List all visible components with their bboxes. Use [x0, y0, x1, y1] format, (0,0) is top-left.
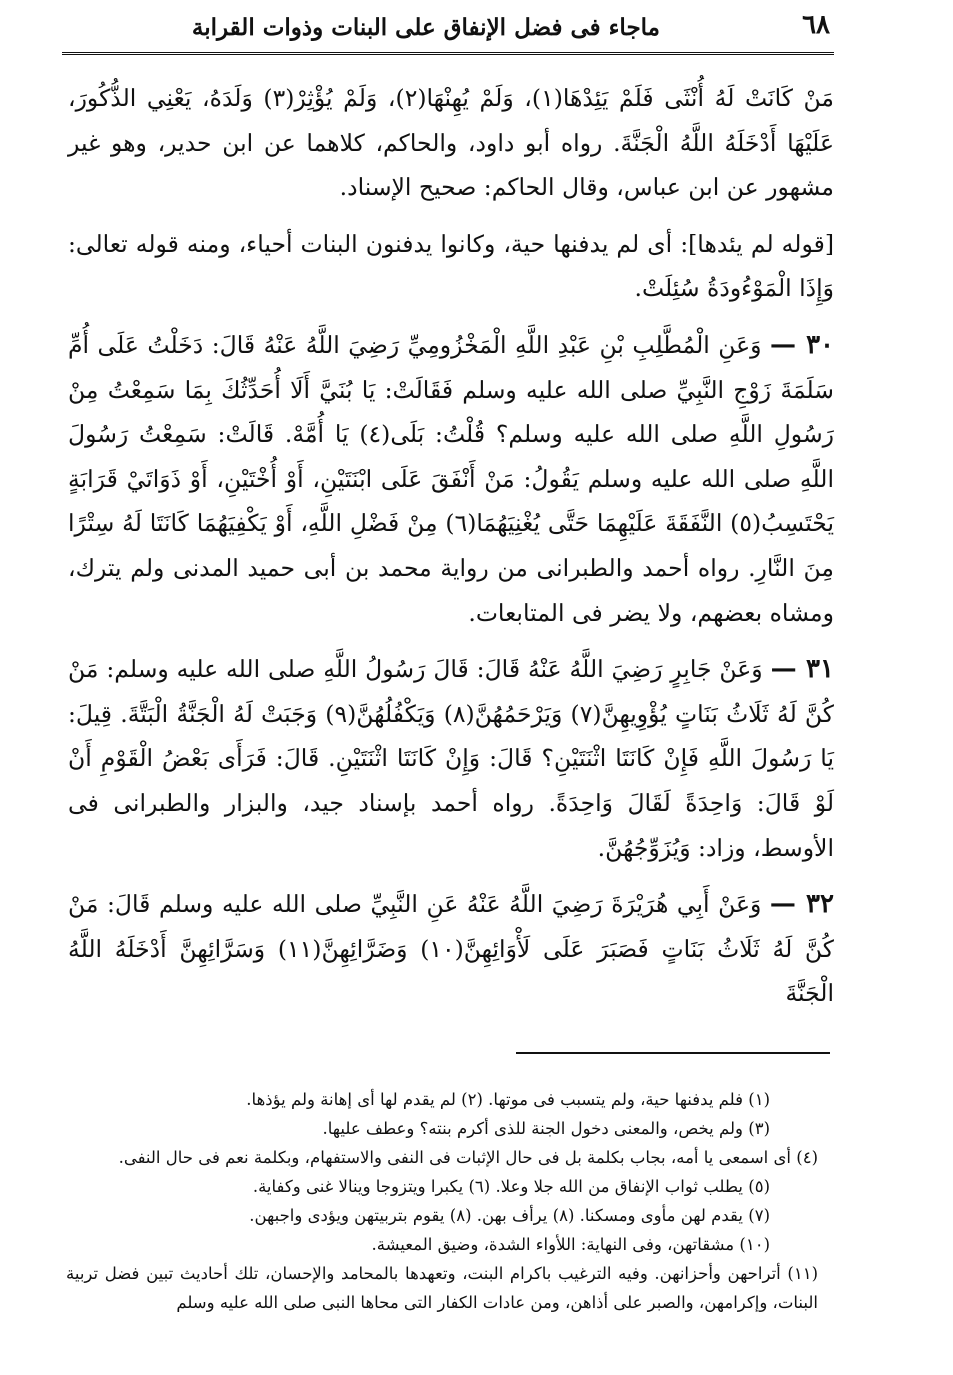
hadith-number: ٣١ — — [770, 654, 834, 685]
footnote-3: (٣) ولم يخص، والمعنى دخول الجنة للذى أكرم بنته؟ وعطف عليها. — [322, 1119, 770, 1138]
main-text — [68, 76, 834, 1016]
hadith-number: ٣٢ — — [769, 889, 834, 920]
paragraph-hadith-32 — [68, 882, 834, 1016]
footnote-4: (٤) أى اسمعى يا أمه، بجاب بكلمة بل فى حال الإثبات فى النفى والاستفهام، وبكلمة نعم فى حال النفى. — [118, 1148, 818, 1167]
footnote-10: (١٠) مشقاتهن، وفى النهاية: اللأواء الشدة، وضيق المعيشة. — [371, 1235, 770, 1254]
paragraph-hadith-29-end — [68, 76, 834, 210]
header-divider — [62, 52, 834, 55]
footnote-divider — [516, 1052, 830, 1054]
page-number: ٦٨ — [802, 10, 830, 40]
paragraph-text: وَعَنْ أَبِي هُرَيْرَةَ رَضِيَ اللَّهُ عَنْهُ عَنِ النَّبِيِّ صلى الله عليه وسلم قَالَ: مَنْ كُنَّ لَهُ ثَلَاثُ بَنَاتٍ فَصَبَرَ عَلَى لَأْوَائِهِنَّ(١٠) وَضَرَّائِهِنَّ(١١) وَسَرَّائِهِنَّ أَدْخَلَهُ اللَّهُ الْجَنَّةَ — [68, 890, 834, 1008]
footnote-7-9: (٧) يقدم لهن مأوى ومسكنا. (٨) يرأف بهن. (٨) يقوم بتربيتهن ويؤدى واجبهن. — [249, 1206, 770, 1225]
footnotes — [66, 1085, 818, 1317]
footnote-1-2: (١) فلم يدفنها حية، ولم يتسبب فى موتها. (٢) لم يقدم لها أى إهانة ولم يؤذها. — [246, 1090, 770, 1109]
paragraph-text: مَنْ كَانَتْ لَهُ أُنْثَى فَلَمْ يَئِدْهَا(١)، وَلَمْ يُهِنْهَا(٢)، وَلَمْ يُؤْثِرْ(٣) وَلَدَهُ، يَعْنِي الذُّكُورَ، عَلَيْهَا أَدْخَلَهُ اللَّهُ الْجَنَّةَ. رواه أبو داود، والحاكم، كلاهما عن ابن حدير، وهو غير مشهور عن ابن عباس، وقال الحاكم: صحيح الإسناد. — [68, 84, 835, 202]
paragraph-commentary — [68, 222, 834, 311]
running-title: ماجاء فى فضل الإنفاق على البنات وذوات القرابة — [191, 14, 660, 41]
page-header — [62, 8, 830, 48]
paragraph-hadith-31 — [68, 647, 834, 870]
footnote-11: (١١) أتراحهن وأحزانهن. وفيه الترغيب باكرام البنت، وتعهدها بالمحامد والإحسان، تلك أحاديث تبين فضل تربية البنات، وإكرامهن، والصبر على أذاهن، ومن عادات الكفار التى محاها النبى صلى الله عليه وسلم — [66, 1264, 818, 1312]
paragraph-text: وَعَنِ الْمُطَّلِبِ بْنِ عَبْدِ اللَّهِ الْمَخْزُومِيِّ رَضِيَ اللَّهُ عَنْهُ قَالَ: دَخَلْتُ عَلَى أُمِّ سَلَمَةَ زَوْجِ النَّبِيِّ صلى الله عليه وسلم فَقَالَتْ: يَا بُنَيَّ أَلَا أُحَدِّثُكَ بِمَا سَمِعْتُ مِنْ رَسُولِ اللَّهِ صلى الله عليه وسلم؟ قُلْتُ: بَلَى(٤) يَا أُمَّهْ. قَالَتْ: سَمِعْتُ رَسُولَ اللَّهِ صلى الله عليه وسلم يَقُولُ: مَنْ أَنْفَقَ عَلَى ابْنَتَيْنِ، أَوْ أُخْتَيْنِ، أَوْ ذَوَاتَيْ قَرَابَةٍ يَحْتَسِبُ(٥) النَّفَقَةَ عَلَيْهِمَا حَتَّى يُغْنِيَهُمَا(٦) مِنْ فَضْلِ اللَّهِ، أَوْ يَكْفِيَهُمَا كَانَتَا لَهُ سِتْرًا مِنَ النَّارِ. رواه أحمد والطبرانى من رواية محمد بن أبى حميد المدنى ولم يترك، ومشاه بعضهم، ولا يضر فى المتابعات. — [68, 330, 834, 627]
paragraph-text: وَعَنْ جَابِرٍ رَضِيَ اللَّهُ عَنْهُ قَالَ: قَالَ رَسُولُ اللَّهِ صلى الله عليه وسلم: مَنْ كُنَّ لَهُ ثَلَاثُ بَنَاتٍ يُؤْوِيهِنَّ(٧) وَيَرْحَمُهُنَّ(٨) وَيَكْفُلُهُنَّ(٩) وَجَبَتْ لَهُ الْجَنَّةُ الْبَتَّةَ. قِيلَ: يَا رَسُولَ اللَّهِ فَإِنْ كَانَتَا اثْنَتَيْنِ؟ قَالَ: وَإِنْ كَانَتَا اثْنَتَيْنِ. قَالَ: فَرَأَى بَعْضُ الْقَوْمِ أَنْ لَوْ قَالَ: وَاحِدَةً لَقَالَ وَاحِدَةً. رواه أحمد بإسناد جيد، والبزار والطبرانى فى الأوسط، وزاد: وَيُزَوِّجُهُنَّ. — [68, 655, 834, 862]
footnote-5-6: (٥) يطلب ثواب الإنفاق من الله جلا وعلا. (٦) يكبرا ويتزوجا وينالا غنى وكفاية. — [252, 1177, 770, 1196]
hadith-number: ٣٠ — — [770, 329, 834, 360]
paragraph-text: [قوله لم يئدها]: أى لم يدفنها حية، وكانوا يدفنون البنات أحياء، ومنه قوله تعالى: وَإِذَا الْمَوْءُودَةُ سُئِلَتْ. — [68, 229, 834, 303]
paragraph-hadith-30 — [68, 323, 834, 635]
